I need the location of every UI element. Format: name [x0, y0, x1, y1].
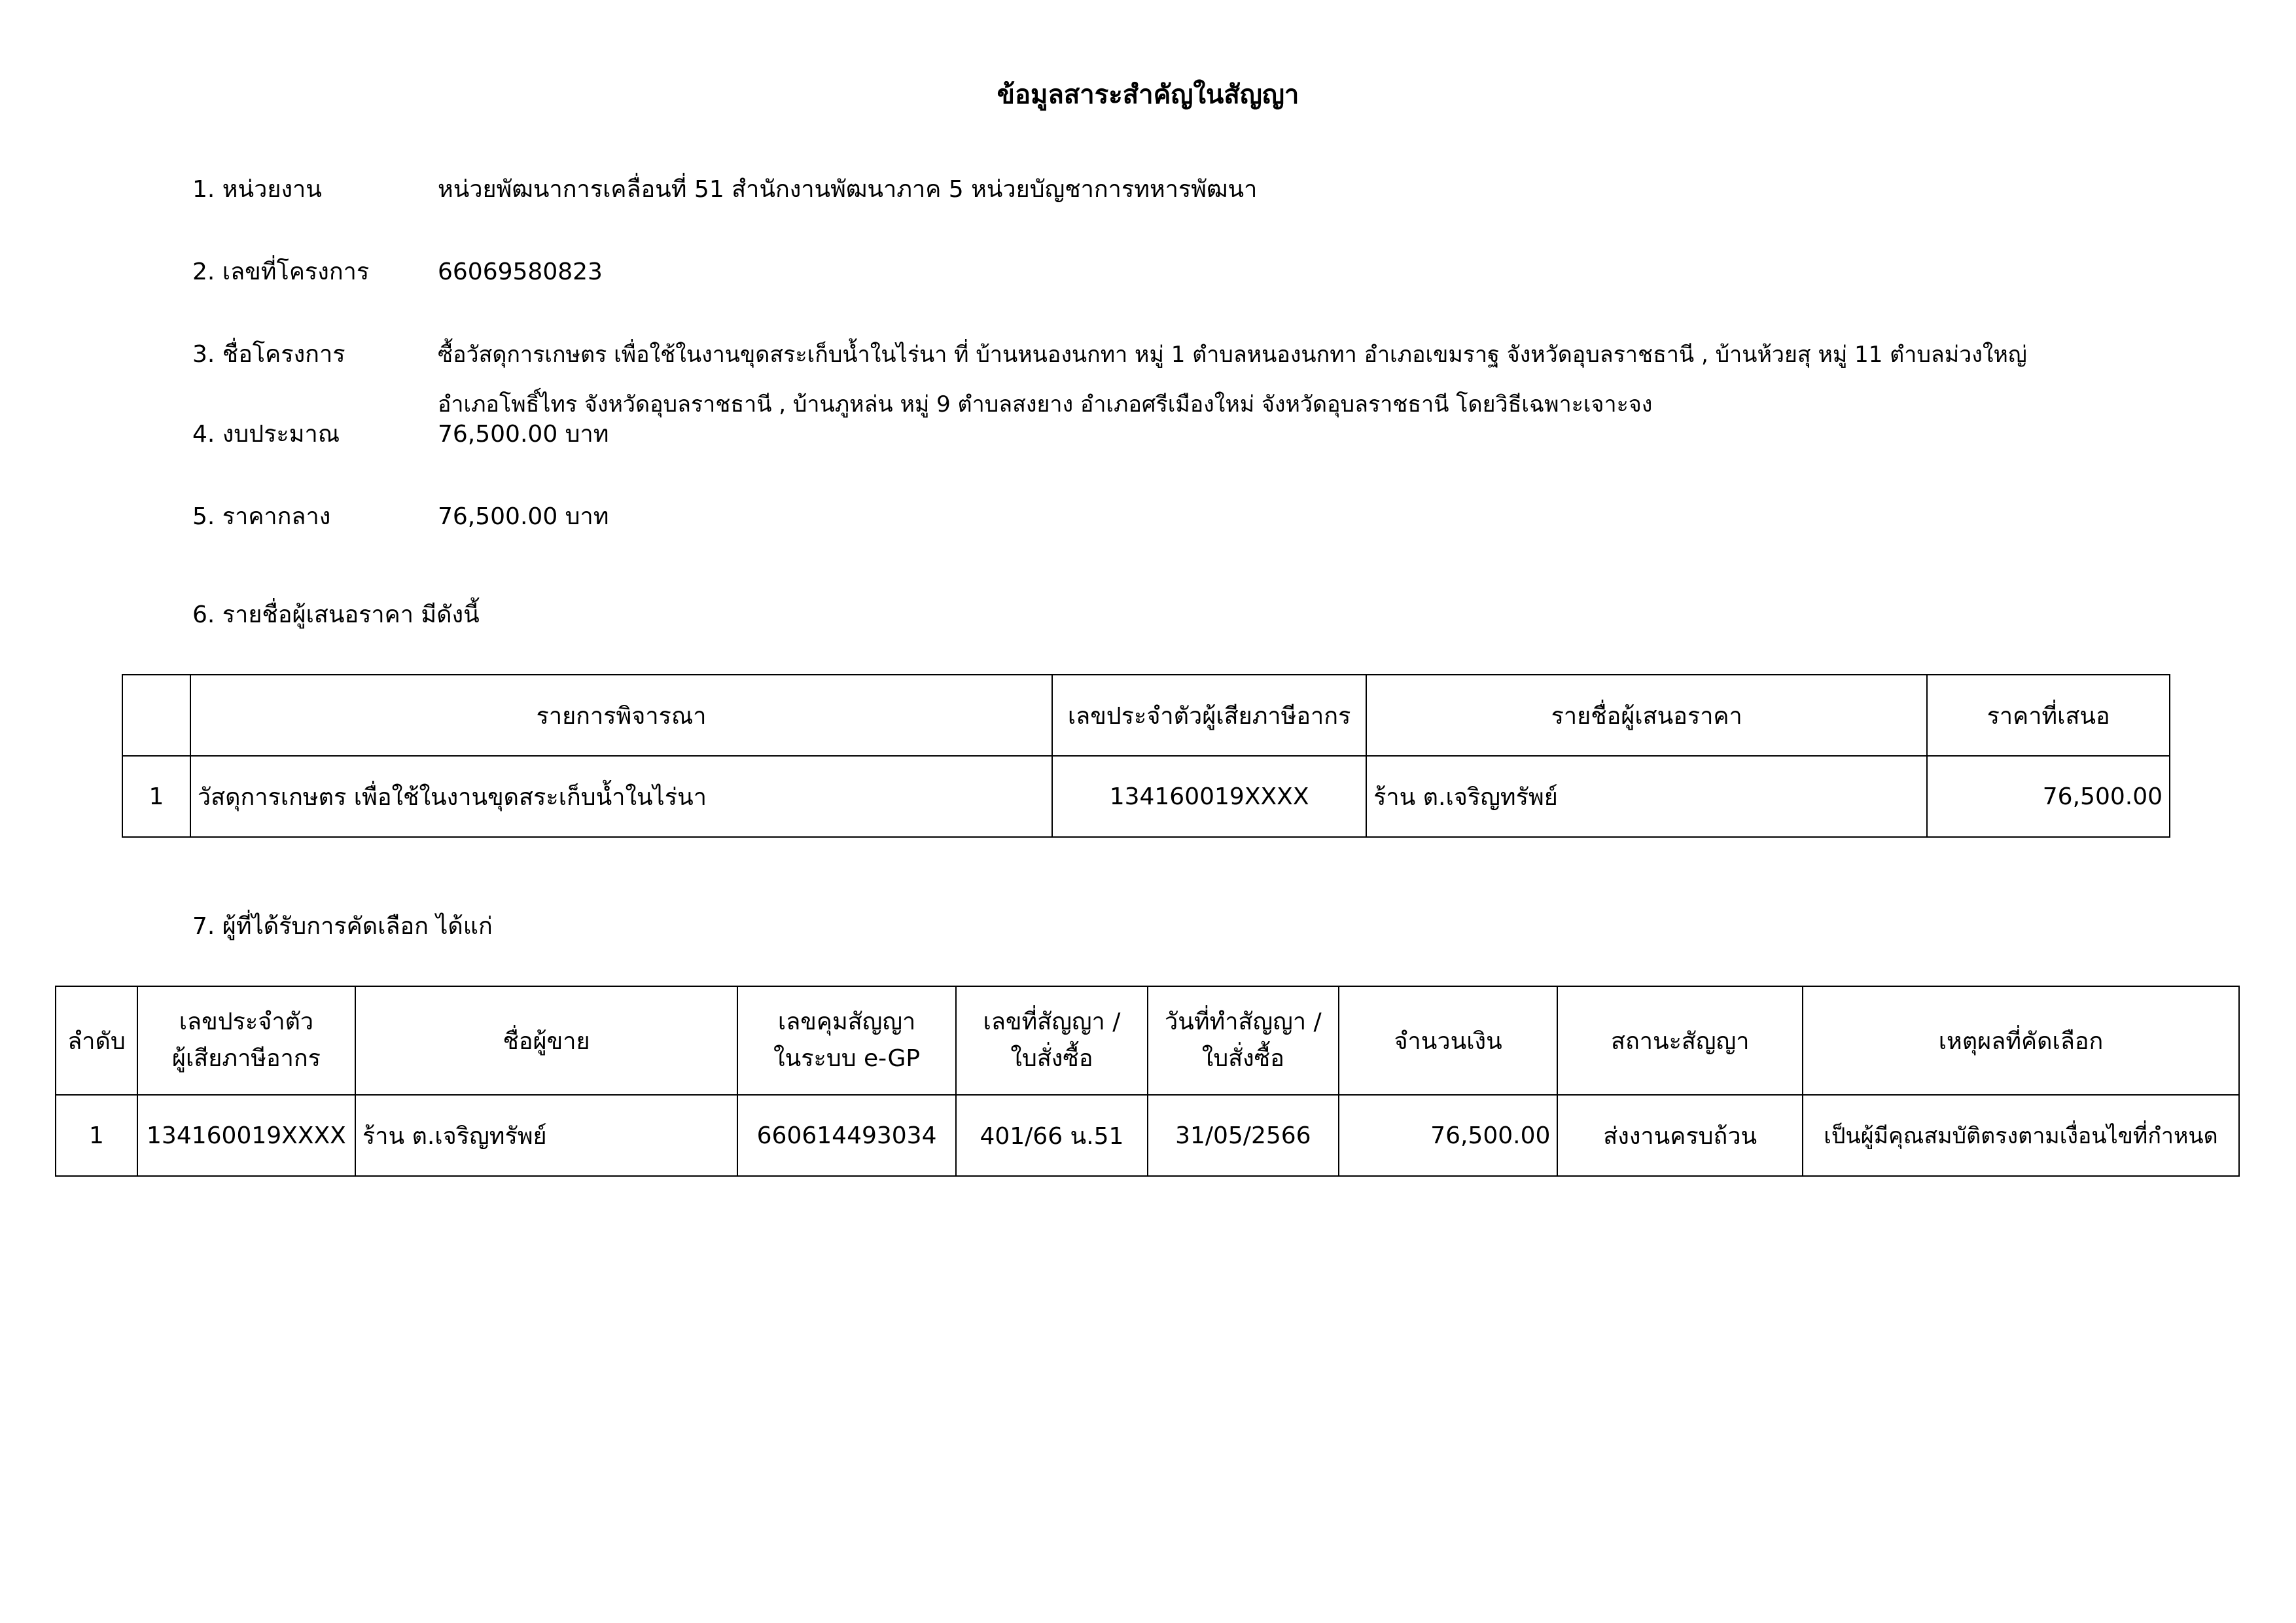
winners-col-no: ลำดับ: [56, 986, 137, 1095]
winners-col-tax-id: [137, 986, 355, 1095]
winners-heading: 7. ผู้ที่ได้รับการคัดเลือก ได้แก่: [192, 913, 493, 940]
field-project-name-line1: ซื้อวัสดุการเกษตร เพื่อใช้ในงานขุดสระเก็บน้ำในไร่นา ที่ บ้านหนองนกทา หมู่ 1 ตำบลหนองนกทา อำเภอเขมราฐ จังหวัดอุบลราชธานี , บ้านห้วยสุ หมู่ 11 ตำบลม่วงใหญ่: [438, 342, 2027, 368]
winner-contract: 401/66 น.51: [956, 1095, 1148, 1176]
winners-col-reason: เหตุผลที่คัดเลือก: [1803, 986, 2239, 1095]
winner-seller: ร้าน ต.เจริญทรัพย์: [355, 1095, 737, 1176]
winner-status: ส่งงานครบถ้วน: [1557, 1095, 1803, 1176]
field-project-name-line2: อำเภอโพธิ์ไทร จังหวัดอุบลราชธานี , บ้านภูหล่น หมู่ 9 ตำบลสงยาง อำเภอศรีเมืองใหม่ จังหวัดอุบลราชธานี โดยวิธีเฉพาะเจาะจง: [438, 391, 1653, 418]
field-budget-value: 76,500.00 บาท: [438, 421, 609, 448]
bidders-col-no: [122, 675, 190, 756]
bidders-col-item: รายการพิจารณา: [190, 675, 1052, 756]
table-row: [56, 1095, 2239, 1176]
winners-col-date-line2: ใบสั่งซื้อ: [1201, 1045, 1284, 1072]
bidders-table: [122, 674, 2170, 838]
winner-amount: 76,500.00: [1339, 1095, 1558, 1176]
field-agency-value: หน่วยพัฒนาการเคลื่อนที่ 51 สำนักงานพัฒนาภาค 5 หน่วยบัญชาการทหารพัฒนา: [438, 176, 1258, 203]
field-median-price: [192, 501, 2155, 534]
bidders-col-tax-id: เลขประจำตัวผู้เสียภาษีอากร: [1052, 675, 1366, 756]
winner-egp: 660614493034: [737, 1095, 956, 1176]
field-budget: [192, 419, 2155, 452]
winners-col-amount: จำนวนเงิน: [1339, 986, 1558, 1095]
bidders-col-price: ราคาที่เสนอ: [1927, 675, 2170, 756]
winners-col-egp: [737, 986, 956, 1095]
winners-col-date-line1: วันที่ทำสัญญา /: [1165, 1008, 1322, 1035]
bidder-name: ร้าน ต.เจริญทรัพย์: [1366, 756, 1927, 837]
field-agency: [192, 174, 2155, 207]
bidder-no: 1: [122, 756, 190, 837]
field-median-price-value: 76,500.00 บาท: [438, 503, 609, 530]
field-median-price-label: 5. ราคากลาง: [192, 503, 331, 530]
field-project-name-label: 3. ชื่อโครงการ: [192, 341, 345, 368]
field-project-name: [192, 339, 2221, 424]
field-project-no-label: 2. เลขที่โครงการ: [192, 259, 370, 285]
bidder-tax-id: 134160019XXXX: [1052, 756, 1366, 837]
bidder-price: 76,500.00: [1927, 756, 2170, 837]
table-row: [122, 756, 2170, 837]
winners-col-contract-line1: เลขที่สัญญา /: [983, 1008, 1121, 1035]
winner-tax-id: 134160019XXXX: [137, 1095, 355, 1176]
winners-col-egp-line1: เลขคุมสัญญา: [777, 1008, 916, 1035]
bidders-col-bidder: รายชื่อผู้เสนอราคา: [1366, 675, 1927, 756]
document-title: ข้อมูลสาระสำคัญในสัญญา: [997, 80, 1299, 110]
winner-reason: เป็นผู้มีคุณสมบัติตรงตามเงื่อนไขที่กำหนด: [1803, 1095, 2239, 1176]
bidders-table-header: [122, 675, 2170, 756]
winners-col-status: สถานะสัญญา: [1557, 986, 1803, 1095]
winners-col-contract: [956, 986, 1148, 1095]
winners-col-contract-line2: ใบสั่งซื้อ: [1010, 1045, 1093, 1072]
bidders-heading: 6. รายชื่อผู้เสนอราคา มีดังนี้: [192, 601, 480, 628]
winner-date: 31/05/2566: [1148, 1095, 1339, 1176]
winners-table-header: [56, 986, 2239, 1095]
field-project-no: [192, 257, 2155, 289]
winners-col-tax-id-line2: ผู้เสียภาษีอากร: [171, 1045, 321, 1072]
bidder-item: วัสดุการเกษตร เพื่อใช้ในงานขุดสระเก็บน้ำในไร่นา: [190, 756, 1052, 837]
winners-col-egp-line2: ในระบบ e-GP: [773, 1045, 921, 1072]
winners-table: [55, 986, 2240, 1177]
winners-col-seller: ชื่อผู้ขาย: [355, 986, 737, 1095]
field-budget-label: 4. งบประมาณ: [192, 421, 340, 448]
winners-col-date: [1148, 986, 1339, 1095]
field-project-no-value: 66069580823: [438, 259, 603, 285]
winners-col-tax-id-line1: เลขประจำตัว: [179, 1008, 314, 1035]
field-agency-label: 1. หน่วยงาน: [192, 176, 322, 203]
winner-no: 1: [56, 1095, 137, 1176]
